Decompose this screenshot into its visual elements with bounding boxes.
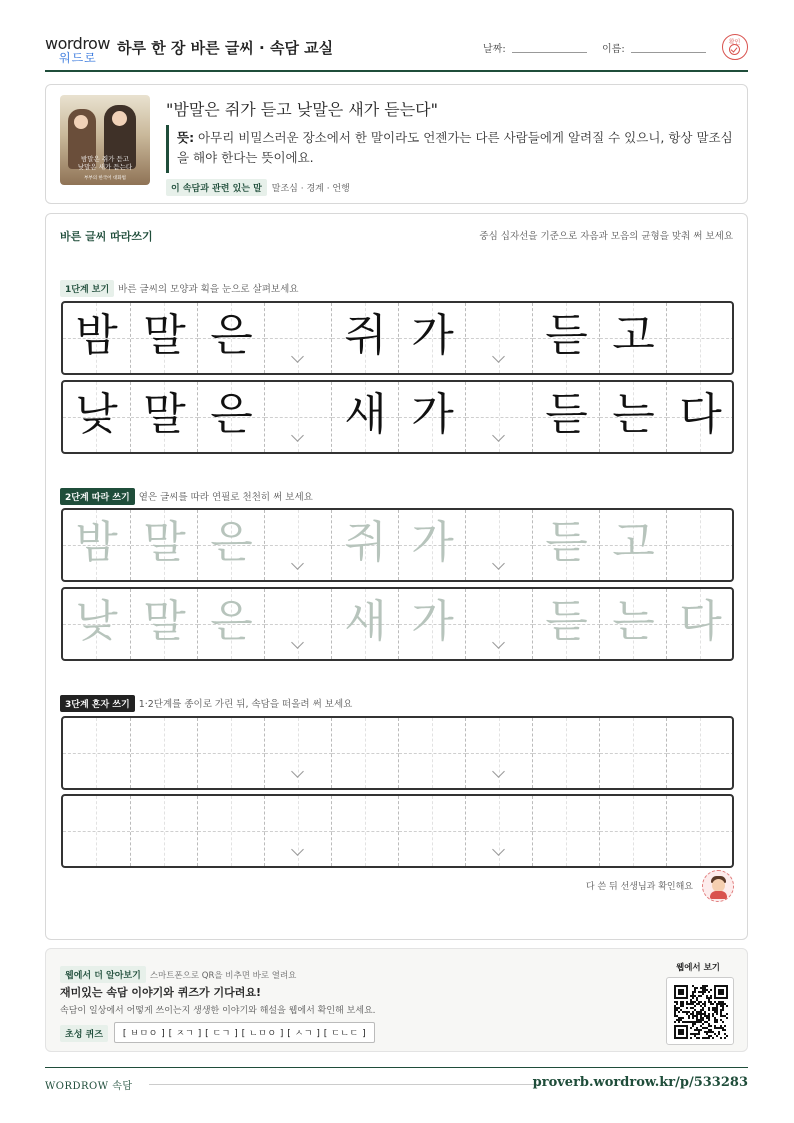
grid-cell — [264, 382, 331, 452]
space-mark-icon — [289, 562, 307, 572]
grid-cell[interactable] — [465, 510, 532, 580]
grid-cell[interactable] — [63, 796, 130, 866]
model-character: 말 — [143, 389, 186, 440]
grid-cell[interactable] — [331, 510, 398, 580]
space-mark-icon — [289, 434, 307, 444]
name-field[interactable] — [631, 52, 706, 53]
space-mark-icon — [289, 641, 307, 651]
grid-cell — [532, 303, 599, 373]
step3-row-2[interactable] — [61, 794, 734, 868]
step3-header — [60, 692, 352, 710]
grid-cell[interactable] — [465, 718, 532, 788]
check-stamp-icon — [722, 34, 748, 60]
trace-character: 은 — [210, 517, 253, 568]
grid-cell — [264, 303, 331, 373]
trace-character: 밤 — [75, 517, 118, 568]
web-label-desc: 스마트폰으로 QR을 비추면 바로 열려요 — [149, 971, 297, 981]
footer-brand: WORDROW 속담 — [45, 1081, 133, 1092]
quiz-box: [ ㅂㅁㅇ ] [ ㅈㄱ ] [ ㄷㄱ ] [ ㄴㅁㅇ ] [ ㅅㄱ ] [ ㄷㄴㄷ ] — [114, 1022, 375, 1043]
meaning-label: 뜻: — [177, 130, 195, 145]
trace-character: 고 — [612, 517, 655, 568]
trace-character: 는 — [612, 596, 655, 647]
grid-cell[interactable] — [666, 718, 733, 788]
grid-cell[interactable] — [264, 718, 331, 788]
grid-cell[interactable] — [666, 796, 733, 866]
grid-cell[interactable] — [398, 718, 465, 788]
footer-url[interactable]: proverb.wordrow.kr/p/533283 — [532, 1075, 748, 1090]
teacher-icon — [702, 870, 734, 902]
grid-cell[interactable] — [532, 796, 599, 866]
grid-cell — [331, 382, 398, 452]
trace-character: 새 — [344, 596, 387, 647]
web-more-card — [45, 948, 748, 1052]
page-footer — [45, 1067, 748, 1097]
step2-desc: 옅은 글씨를 따라 연필로 천천히 써 보세요 — [138, 492, 313, 503]
stamp-text: 확인 — [728, 39, 741, 46]
model-character: 쥐 — [344, 310, 387, 361]
trace-character: 은 — [210, 596, 253, 647]
trace-character: 듣 — [545, 517, 588, 568]
grid-cell[interactable] — [197, 718, 264, 788]
grid-cell — [532, 382, 599, 452]
grid-cell[interactable] — [130, 718, 197, 788]
grid-cell[interactable] — [599, 589, 666, 659]
grid-cell — [197, 303, 264, 373]
grid-cell[interactable] — [398, 796, 465, 866]
grid-cell[interactable] — [599, 796, 666, 866]
meaning-text: 아무리 비밀스러운 장소에서 한 말이라도 언젠가는 다른 사람들에게 알려질 수 있으니, 항상 말조심을 해야 한다는 뜻이에요. — [177, 130, 733, 165]
grid-cell — [666, 382, 733, 452]
step3-row-1[interactable] — [61, 716, 734, 790]
grid-cell[interactable] — [130, 796, 197, 866]
model-character: 낮 — [75, 389, 118, 440]
space-mark-icon — [490, 562, 508, 572]
space-mark-icon — [490, 848, 508, 858]
model-character: 말 — [143, 310, 186, 361]
grid-cell[interactable] — [264, 796, 331, 866]
name-label: 이름: — [602, 44, 625, 55]
grid-cell — [63, 303, 130, 373]
space-mark-icon — [289, 848, 307, 858]
page-title: 하루 한 장 바른 글씨 · 속담 교실 — [117, 39, 334, 57]
space-mark-icon — [490, 434, 508, 444]
grid-cell[interactable] — [599, 718, 666, 788]
grid-cell[interactable] — [130, 589, 197, 659]
step1-row-1 — [61, 301, 734, 375]
model-character: 다 — [679, 389, 722, 440]
grid-cell — [63, 382, 130, 452]
step2-header — [60, 485, 313, 503]
web-headline: 재미있는 속담 이야기와 퀴즈가 기다려요! — [60, 986, 261, 999]
date-field[interactable] — [512, 52, 587, 53]
handwriting-practice-card — [45, 213, 748, 940]
grid-cell[interactable] — [532, 718, 599, 788]
grid-cell — [599, 382, 666, 452]
grid-cell[interactable] — [599, 510, 666, 580]
grid-cell — [398, 303, 465, 373]
space-mark-icon — [490, 641, 508, 651]
web-header — [60, 963, 296, 983]
initial-quiz-row — [60, 1022, 375, 1042]
trace-character: 가 — [411, 517, 454, 568]
grid-cell[interactable] — [130, 510, 197, 580]
grid-cell — [666, 303, 733, 373]
grid-cell[interactable] — [331, 718, 398, 788]
grid-cell[interactable] — [264, 589, 331, 659]
related-words-row — [166, 176, 350, 192]
trace-character: 듣 — [545, 596, 588, 647]
practice-title: 바른 글씨 따라쓰기 — [60, 230, 153, 243]
wordrow-logo[interactable] — [45, 34, 110, 65]
space-mark-icon — [490, 770, 508, 780]
proverb-illustration — [60, 95, 150, 185]
step2-row-2[interactable] — [61, 587, 734, 661]
check-note: 다 쓴 뒤 선생님과 확인해요 — [585, 882, 693, 892]
grid-cell — [465, 303, 532, 373]
grid-cell[interactable] — [398, 589, 465, 659]
grid-cell[interactable] — [197, 589, 264, 659]
proverb-card — [45, 84, 748, 204]
model-character: 가 — [411, 310, 454, 361]
grid-cell[interactable] — [532, 589, 599, 659]
step1-row-2 — [61, 380, 734, 454]
grid-cell[interactable] — [331, 796, 398, 866]
grid-cell — [197, 382, 264, 452]
web-label: 웹에서 더 알아보기 — [60, 966, 146, 983]
grid-cell[interactable] — [63, 510, 130, 580]
meaning-accent-bar — [166, 125, 169, 173]
step2-label: 2단계 따라 쓰기 — [60, 488, 135, 505]
date-label: 날짜: — [483, 44, 506, 55]
illustration-caption-1: 밤말은 쥐가 듣고 — [80, 155, 130, 163]
quiz-label: 초성 퀴즈 — [60, 1025, 108, 1042]
grid-cell[interactable] — [465, 796, 532, 866]
qr-code[interactable] — [666, 977, 734, 1045]
grid-cell[interactable] — [264, 510, 331, 580]
grid-cell — [599, 303, 666, 373]
proverb-quote: "밤말은 쥐가 듣고 낮말은 새가 듣는다" — [166, 100, 438, 119]
grid-cell[interactable] — [63, 589, 130, 659]
grid-cell[interactable] — [331, 589, 398, 659]
trace-character: 가 — [411, 596, 454, 647]
grid-cell — [398, 382, 465, 452]
logo-subtext: 워드로 — [59, 51, 97, 65]
trace-character: 말 — [143, 517, 186, 568]
trace-character: 쥐 — [344, 517, 387, 568]
proverb-meaning — [177, 128, 737, 168]
grid-cell — [465, 382, 532, 452]
web-subtext: 속담이 일상에서 어떻게 쓰이는지 생생한 이야기와 해설을 웹에서 확인해 보세요. — [60, 1006, 376, 1016]
grid-cell[interactable] — [465, 589, 532, 659]
step3-label: 3단계 혼자 쓰기 — [60, 695, 135, 712]
logo-text: wordrow — [45, 34, 110, 53]
grid-cell[interactable] — [197, 510, 264, 580]
model-character: 듣 — [545, 310, 588, 361]
grid-cell — [130, 303, 197, 373]
step1-desc: 바른 글씨의 모양과 획을 눈으로 살펴보세요 — [118, 284, 299, 295]
grid-cell[interactable] — [63, 718, 130, 788]
trace-character: 다 — [679, 596, 722, 647]
model-character: 은 — [210, 389, 253, 440]
model-character: 듣 — [545, 389, 588, 440]
grid-cell[interactable] — [666, 589, 733, 659]
step3-desc: 1·2단계를 종이로 가린 뒤, 속담을 떠올려 써 보세요 — [138, 699, 353, 710]
related-label-tag: 이 속담과 관련 있는 말 — [166, 179, 267, 196]
grid-cell[interactable] — [398, 510, 465, 580]
grid-cell[interactable] — [197, 796, 264, 866]
model-character: 고 — [612, 310, 655, 361]
illustration-caption-2: 낮말은 새가 듣는다 — [77, 163, 133, 171]
practice-hint: 중심 십자선을 기준으로 자음과 모음의 균형을 맞춰 써 보세요 — [479, 231, 733, 242]
model-character: 새 — [344, 389, 387, 440]
grid-cell[interactable] — [532, 510, 599, 580]
illustration-caption-small: 부부의 한국어 대화법 — [84, 176, 126, 181]
step2-row-1[interactable] — [61, 508, 734, 582]
related-words: 말조심 · 경계 · 언행 — [271, 184, 350, 194]
space-mark-icon — [289, 355, 307, 365]
qr-code-icon — [674, 985, 728, 1039]
footer-divider — [149, 1084, 539, 1085]
step1-label: 1단계 보기 — [60, 280, 114, 297]
qr-label: 웹에서 보기 — [675, 963, 720, 973]
grid-cell — [331, 303, 398, 373]
space-mark-icon — [289, 770, 307, 780]
page-header — [45, 28, 748, 72]
step1-header — [60, 277, 298, 295]
trace-character: 낮 — [75, 596, 118, 647]
model-character: 은 — [210, 310, 253, 361]
model-character: 는 — [612, 389, 655, 440]
grid-cell — [130, 382, 197, 452]
trace-character: 말 — [143, 596, 186, 647]
model-character: 밤 — [75, 310, 118, 361]
space-mark-icon — [490, 355, 508, 365]
grid-cell[interactable] — [666, 510, 733, 580]
model-character: 가 — [411, 389, 454, 440]
